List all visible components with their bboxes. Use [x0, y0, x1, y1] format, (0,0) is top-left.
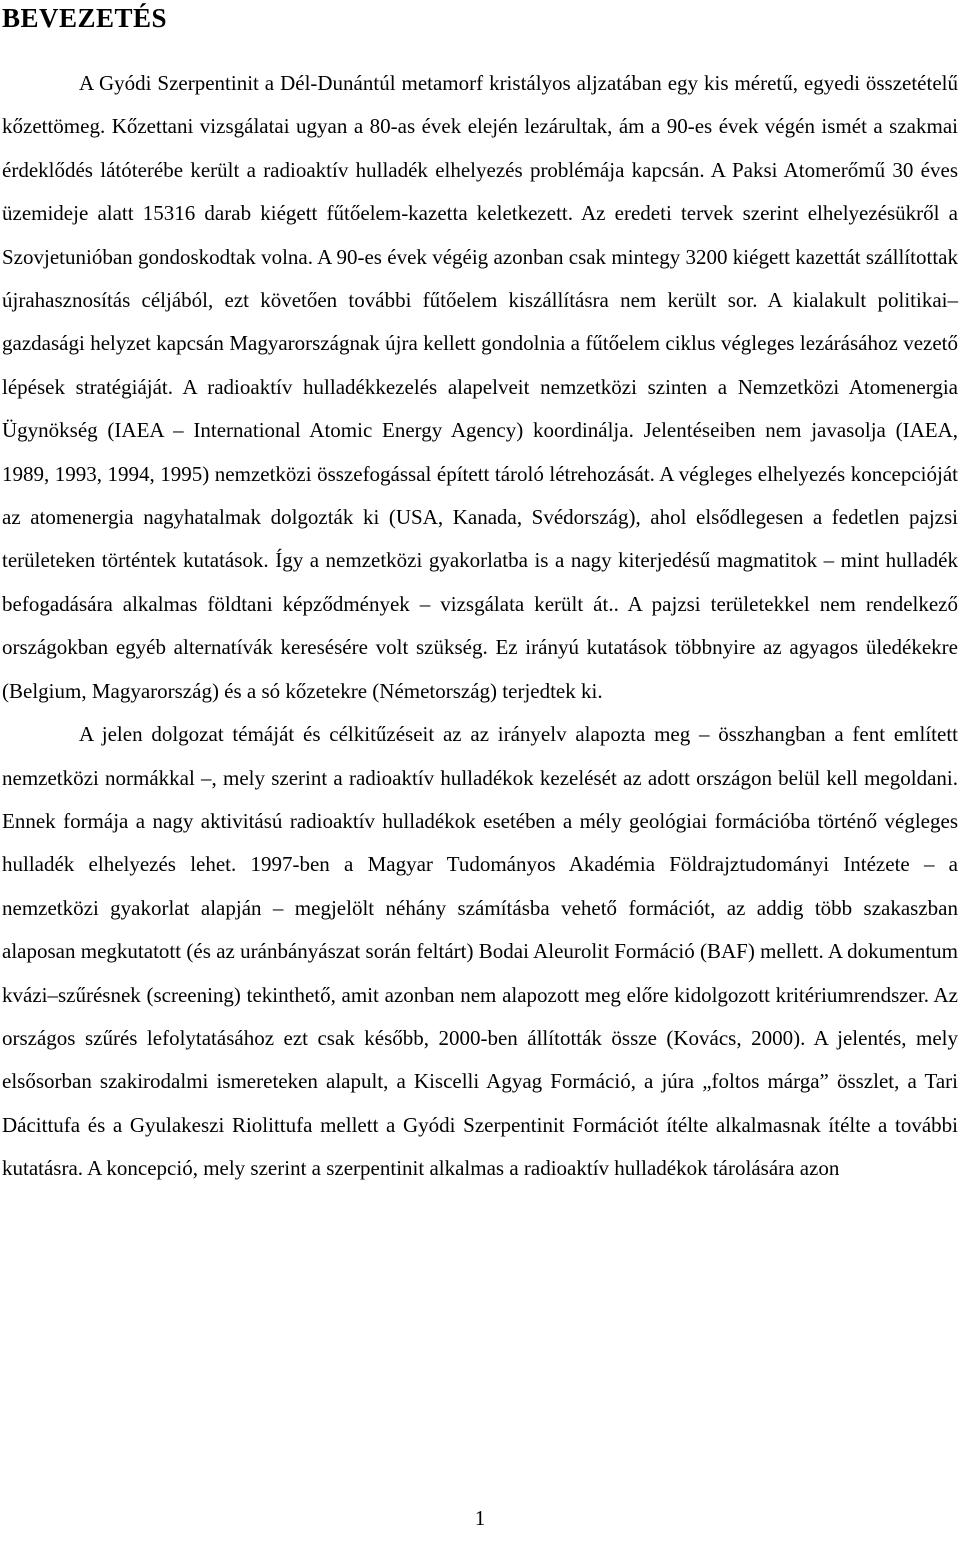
body-text [2, 62, 958, 1191]
section-heading: BEVEZETÉS [2, 3, 168, 33]
paragraph-1: A Gyódi Szerpentinit a Dél-Dunántúl metamorf kristályos aljzatában egy kis méretű, egyedi összetételű kőzettömeg. Kőzettani vizsgálatai ugyan a 80-as évek elején lezárultak, ám a 90-es évek végén ismét a szakmai érdeklődés látóterébe került a radioaktív hulladék elhelyezés problémája kapcsán. A Paksi Atomerőmű 30 éves üzemideje alatt 15316 darab kiégett fűtőelem-kazetta keletkezett. Az eredeti tervek szerint elhelyezésükről a Szovjetunióban gondoskodtak volna. A 90-es évek végéig azonban csak mintegy 3200 kiégett kazettát szállítottak újrahasznosítás céljából, ezt követően további fűtőelem kiszállításra nem került sor. A kialakult politikai–gazdasági helyzet kapcsán Magyarországnak újra kellett gondolnia a fűtőelem ciklus végleges lezárásához vezető lépések stratégiáját. A radioaktív hulladékkezelés alapelveit nemzetközi szinten a Nemzetközi Atomenergia Ügynökség (IAEA – International Atomic Energy Agency) koordinálja. Jelentéseiben nem javasolja (IAEA, 1989, 1993, 1994, 1995) nemzetközi összefogással épített tároló létrehozását. A végleges elhelyezés koncepcióját az atomenergia nagyhatalmak dolgozták ki (USA, Kanada, Svédország), ahol elsődlegesen a fedetlen pajzsi területeken történtek kutatások. Így a nemzetközi gyakorlatba is a nagy kiterjedésű magmatitok – mint hulladék befogadására alkalmas földtani képződmények – vizsgálata került át.. A pajzsi területekkel nem rendelkező országokban egyéb alternatívák keresésére volt szükség. Ez irányú kutatások többnyire az agyagos üledékekre (Belgium, Magyarország) és a só kőzetekre (Németország) terjedtek ki. [2, 71, 958, 703]
paragraph-2: A jelen dolgozat témáját és célkitűzéseit az az irányelv alapozta meg – összhangban a fent említett nemzetközi normákkal –, mely szerint a radioaktív hulladékok kezelését az adott országon belül kell megoldani. Ennek formája a nagy aktivitású radioaktív hulladékok esetében a mély geológiai formációba történő végleges hulladék elhelyezés lehet. 1997-ben a Magyar Tudományos Akadémia Földrajztudományi Intézete – a nemzetközi gyakorlat alapján – megjelölt néhány számításba vehető formációt, az addig több szakaszban alaposan megkutatott (és az uránbányászat során feltárt) Bodai Aleurolit Formáció (BAF) mellett. A dokumentum kvázi–szűrésnek (screening) tekinthető, amit azonban nem alapozott meg előre kidolgozott kritériumrendszer. Az országos szűrés lefolytatásához ezt csak később, 2000-ben állították össze (Kovács, 2000). A jelentés, mely elsősorban szakirodalmi ismereteken alapult, a Kiscelli Agyag Formáció, a júra „foltos márga” összlet, a Tari Dácittufa és a Gyulakeszi Riolittufa mellett a Gyódi Szerpentinit Formációt ítélte alkalmasnak ítélte a további kutatásra. A koncepció, mely szerint a szerpentinit alkalmas a radioaktív hulladékok tárolására azon [2, 722, 958, 1181]
page-number: 1 [474, 1506, 486, 1530]
